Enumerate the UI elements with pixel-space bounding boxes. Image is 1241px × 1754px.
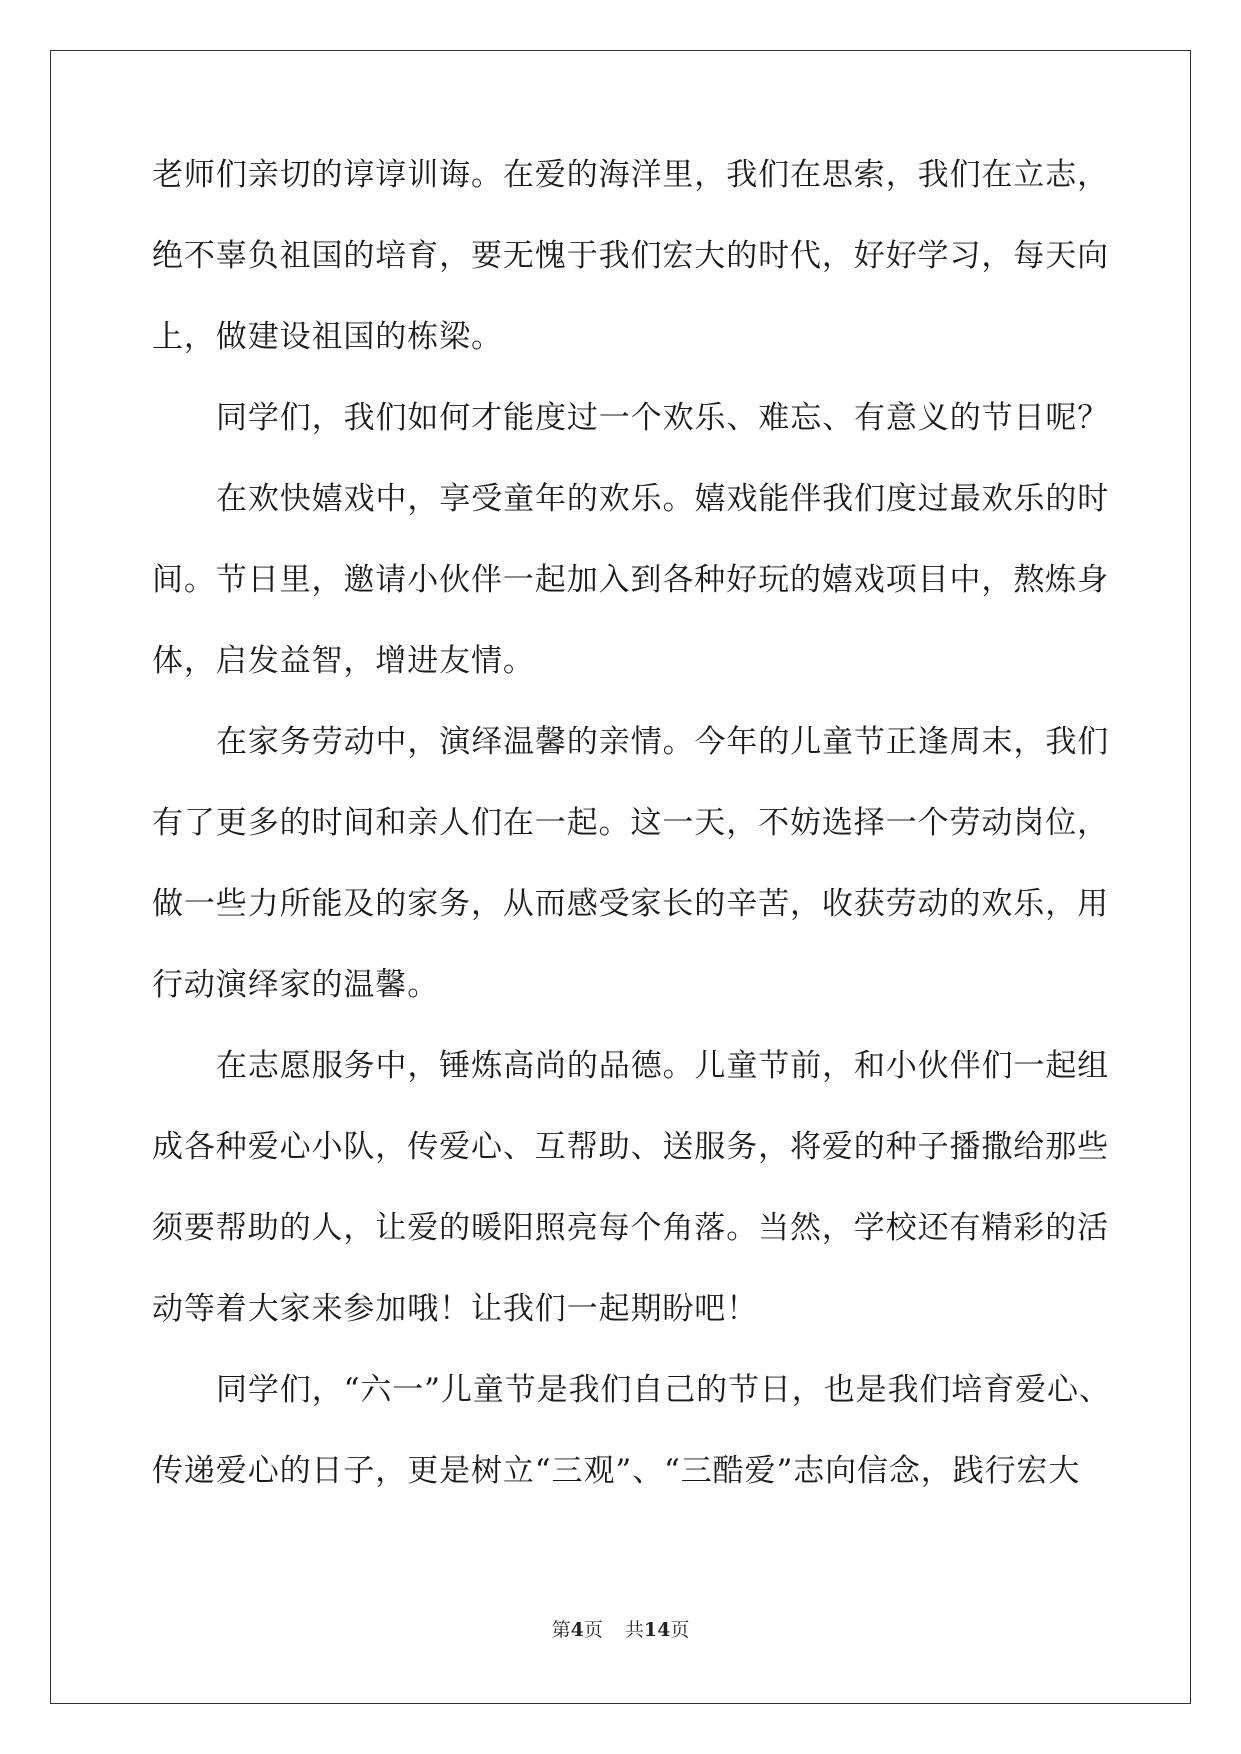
text-line: 动等着大家来参加哦！让我们一起期盼吧！ (152, 1291, 759, 1327)
text-line: 有了更多的时间和亲人们在一起。这一天，不妨选择一个劳动岗位， (152, 805, 1109, 841)
footer-total-prefix: 共 (624, 1619, 644, 1641)
document-body (152, 135, 1111, 1512)
text-line: 绝不辜负祖国的培育，要无愧于我们宏大的时代，好好学习，每天向 (152, 238, 1109, 274)
text-line: 间。节日里，邀请小伙伴一起加入到各种好玩的嬉戏项目中，熬炼身 (152, 562, 1109, 598)
footer-total-suffix: 页 (670, 1619, 690, 1641)
page-footer (0, 1615, 1241, 1642)
text-line: 成各种爱心小队，传爱心、互帮助、送服务，将爱的种子播撒给那些 (152, 1129, 1109, 1165)
text-line: 在家务劳动中，演绎温馨的亲情。今年的儿童节正逢周末，我们 (216, 724, 1110, 760)
text-line: 老师们亲切的谆谆训诲。在爱的海洋里，我们在思索，我们在立志， (152, 157, 1109, 193)
text-line: 行动演绎家的温馨。 (152, 967, 440, 1003)
footer-page-suffix: 页 (583, 1619, 603, 1641)
text-line: 体，启发益智，增进友情。 (152, 643, 535, 679)
footer-page-number: 4 (570, 1619, 584, 1641)
text-line: 传递爱心的日子，更是树立“三观”、“三酷爱”志向信念，践行宏大 (152, 1453, 1081, 1489)
text-line: 同学们，“六一”儿童节是我们自己的节日，也是我们培育爱心、 (216, 1372, 1111, 1408)
footer-page-prefix: 第 (551, 1619, 571, 1641)
text-line: 在志愿服务中，锤炼高尚的品德。儿童节前，和小伙伴们一起组 (216, 1048, 1110, 1084)
footer-total-pages: 14 (643, 1619, 671, 1641)
text-line: 须要帮助的人，让爱的暖阳照亮每个角落。当然，学校还有精彩的活 (152, 1210, 1109, 1246)
text-line: 上，做建设祖国的栋梁。 (152, 319, 503, 355)
text-line: 做一些力所能及的家务，从而感受家长的辛苦，收获劳动的欢乐，用 (152, 886, 1109, 922)
text-line: 同学们，我们如何才能度过一个欢乐、难忘、有意义的节日呢？ (216, 400, 1110, 436)
text-line: 在欢快嬉戏中，享受童年的欢乐。嬉戏能伴我们度过最欢乐的时 (216, 481, 1110, 517)
